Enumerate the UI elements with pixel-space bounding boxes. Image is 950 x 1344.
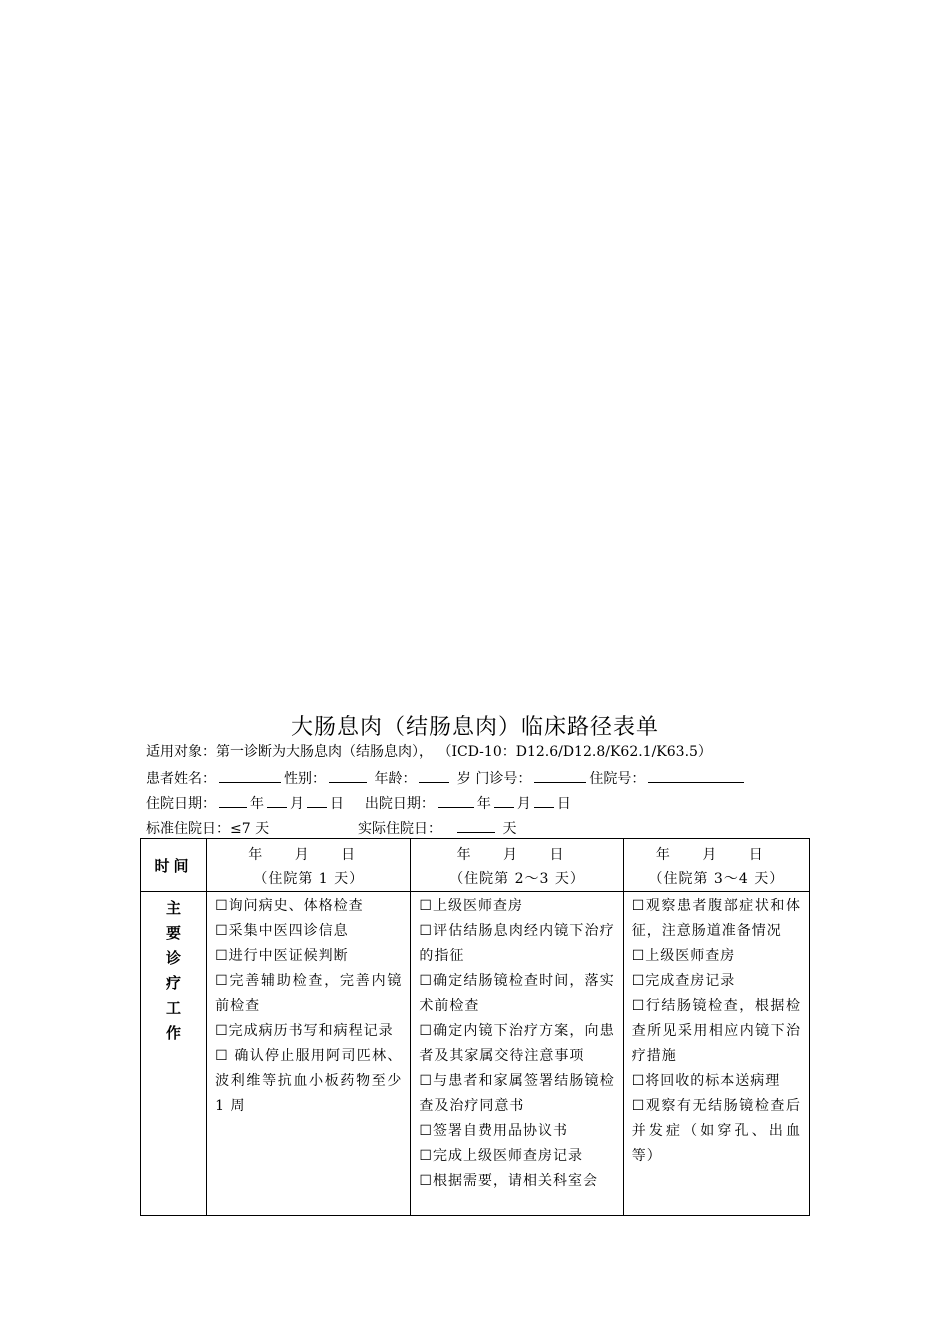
row-label-main-work <box>141 892 207 1216</box>
row-label-char: 诊 <box>166 949 182 967</box>
checklist-item[interactable]: ☐观察患者腹部症状和体征，注意肠道准备情况 <box>631 898 801 939</box>
checklist-item[interactable]: ☐确定内镜下治疗方案，向患者及其家属交待注意事项 <box>419 1023 615 1064</box>
sex-label: 性别： <box>284 771 326 787</box>
checklist-item[interactable]: ☐完成病历书写和病程记录 <box>215 1023 394 1039</box>
admit-date-label: 住院日期： <box>146 796 216 812</box>
page-title: 大肠息肉（结肠息肉）临床路径表单 <box>290 715 659 740</box>
name-label: 患者姓名： <box>146 771 216 787</box>
checklist-item[interactable]: ☐完成上级医师查房记录 <box>419 1148 583 1164</box>
year-label: 年 <box>476 796 491 812</box>
row-label-char: 工 <box>166 999 182 1017</box>
day-range: （住院第 2～3 天） <box>449 871 585 887</box>
actual-stay-label: 实际住院日： <box>358 821 442 837</box>
day1-tasks <box>207 892 411 1216</box>
applicable-subject: 适用对象：第一诊断为大肠息肉（结肠息肉）， （ICD-10：D12.6/D12.8/K62.1/K63.5） <box>146 744 712 760</box>
age-label: 年龄： <box>374 771 417 787</box>
discharge-year-field[interactable] <box>438 793 474 808</box>
standard-stay: 标准住院日：≤7 天 <box>146 821 270 837</box>
checklist-item[interactable]: ☐询问病史、体格检查 <box>215 898 364 914</box>
time-header: 时间 <box>141 839 207 892</box>
year-label: 年 <box>250 796 264 812</box>
checklist-item[interactable]: ☐上级医师查房 <box>631 948 736 964</box>
day2-3-tasks <box>411 892 623 1216</box>
checklist-item[interactable]: ☐完善辅助检查，完善内镜前检查 <box>215 973 403 1014</box>
day-label: 日 <box>330 796 344 812</box>
discharge-day-field[interactable] <box>534 793 554 808</box>
admit-month-field[interactable] <box>267 793 287 808</box>
checklist-item[interactable]: ☐进行中医证候判断 <box>215 948 349 964</box>
checklist-item[interactable]: ☐采集中医四诊信息 <box>215 923 349 939</box>
month-label: 月 <box>516 796 531 812</box>
date-header: 年 月 日 <box>248 847 370 863</box>
checklist-item[interactable]: ☐将回收的标本送病理 <box>631 1073 781 1089</box>
patient-info-line <box>146 768 747 788</box>
month-label: 月 <box>290 796 304 812</box>
day-column-header <box>411 839 623 892</box>
clinic-number-label: 门诊号： <box>475 771 532 787</box>
row-label-char: 疗 <box>166 974 182 992</box>
row-label-char: 主 <box>166 899 182 917</box>
checklist-item[interactable]: ☐行结肠镜检查，根据检查所见采用相应内镜下治疗措施 <box>631 998 801 1064</box>
checklist-item[interactable]: ☐评估结肠息肉经内镜下治疗的指征 <box>419 923 615 964</box>
discharge-date-label: 出院日期： <box>364 796 435 812</box>
checklist-item[interactable]: ☐确定结肠镜检查时间，落实术前检查 <box>419 973 615 1014</box>
day-label: 日 <box>556 796 571 812</box>
day-column-header <box>623 839 809 892</box>
row-label-char: 作 <box>166 1024 182 1042</box>
checklist-item[interactable]: ☐完成查房记录 <box>631 973 736 989</box>
checklist-item[interactable]: ☐上级医师查房 <box>419 898 523 914</box>
checklist-item[interactable]: ☐根据需要，请相关科室会 <box>419 1173 598 1189</box>
date-header: 年 月 日 <box>456 847 578 863</box>
clinical-pathway-table <box>140 838 810 1216</box>
day-column-header <box>207 839 411 892</box>
date-header: 年 月 日 <box>655 847 777 863</box>
day-range: （住院第 3～4 天） <box>648 871 785 887</box>
checklist-item[interactable]: ☐签署自费用品协议书 <box>419 1123 568 1139</box>
stay-line <box>146 818 516 838</box>
header-row <box>141 839 810 892</box>
age-unit: 岁 <box>456 771 471 787</box>
clinic-number-field[interactable] <box>534 768 586 783</box>
checklist-item[interactable]: ☐观察有无结肠镜检查后并发症（如穿孔、出血等） <box>631 1098 801 1164</box>
name-field[interactable] <box>219 768 281 783</box>
actual-stay-field[interactable] <box>457 818 495 833</box>
admit-year-field[interactable] <box>219 793 247 808</box>
inpatient-number-field[interactable] <box>648 768 744 783</box>
dates-line <box>146 793 571 813</box>
day-range: （住院第 1 天） <box>253 871 365 887</box>
actual-stay-unit: 天 <box>502 821 517 837</box>
inpatient-number-label: 住院号： <box>589 771 646 787</box>
age-field[interactable] <box>419 768 449 783</box>
main-work-row <box>141 892 810 1216</box>
checklist-item[interactable]: ☐与患者和家属签署结肠镜检查及治疗同意书 <box>419 1073 615 1114</box>
sex-field[interactable] <box>329 768 367 783</box>
checklist-item[interactable]: ☐ 确认停止服用阿司匹林、波利维等抗血小板药物至少 1 周 <box>215 1048 403 1114</box>
day3-4-tasks <box>623 892 809 1216</box>
row-label-char: 要 <box>166 924 182 942</box>
discharge-month-field[interactable] <box>494 793 514 808</box>
admit-day-field[interactable] <box>307 793 327 808</box>
